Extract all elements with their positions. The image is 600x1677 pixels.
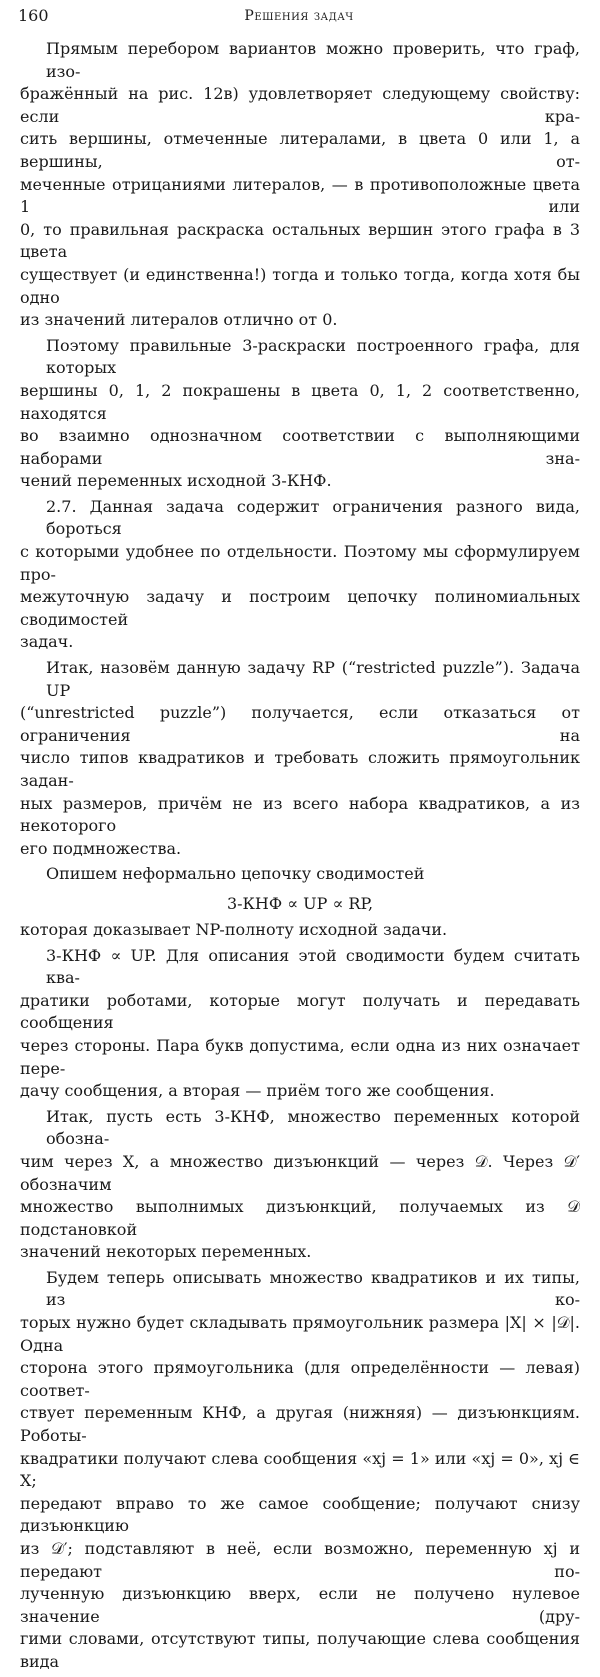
text-line: сить вершины, отмеченные литералами, в цвета 0 или 1, а вершины, от- xyxy=(20,129,580,171)
text-line: 3-КНФ ∝ UP. Для описания этой сводимости будем считать ква- xyxy=(46,945,580,988)
page-number: 160 xyxy=(18,6,49,25)
text-line: 0, то правильная раскраска остальных вершин этого графа в 3 цвета xyxy=(20,219,580,262)
paragraph xyxy=(0,335,600,493)
text-line: дачу сообщения, а вторая — приём того же сообщения. xyxy=(20,1081,495,1101)
text-line: из 𝒟′; подставляют в неё, если возможно, переменную xj и передают по- xyxy=(20,1539,580,1581)
paragraph xyxy=(0,863,600,886)
text-line: лученную дизъюнкцию вверх, если не получено нулевое значение (дру- xyxy=(20,1584,580,1626)
text-line: меченные отрицаниями литералов, — в противоположные цвета 1 или xyxy=(20,174,580,217)
text-line: гими словами, отсутствуют типы, получающие слева сообщения вида xyxy=(20,1629,580,1671)
text-line: Прямым перебором вариантов можно проверить, что граф, изо- xyxy=(46,39,580,81)
text-line: множество выполнимых дизъюнкций, получаемых из 𝒟 подстановкой xyxy=(20,1197,580,1239)
page-body xyxy=(0,38,600,1677)
running-title: Решения задач xyxy=(244,8,354,24)
text-line: Поэтому правильные 3-раскраски построенного графа, для которых xyxy=(46,335,580,378)
page-header xyxy=(18,6,580,28)
paragraph xyxy=(0,1267,600,1674)
text-line: чим через X, а множество дизъюнкций — через 𝒟. Через 𝒟′ обозначим xyxy=(20,1151,580,1194)
text-line: его подмножества. xyxy=(20,838,182,858)
text-line: межуточную задачу и построим цепочку полиномиальных сводимостей xyxy=(20,587,580,629)
text-line: через стороны. Пара букв допустима, если одна из них означает пере- xyxy=(20,1035,580,1078)
text-line: Опишем неформально цепочку сводимостей xyxy=(46,864,425,884)
text-line: ствует переменным КНФ, а другая (нижняя) — дизъюнкциям. Роботы- xyxy=(20,1403,580,1446)
paragraph-gap xyxy=(0,886,600,889)
paragraph xyxy=(0,945,600,1103)
text-line: которая доказывает NP-полноту исходной задачи. xyxy=(20,919,448,939)
text-line: значений некоторых переменных. xyxy=(20,1242,312,1262)
text-line: передают вправо то же самое сообщение; получают снизу дизъюнкцию xyxy=(20,1493,580,1536)
paragraph xyxy=(0,38,600,332)
text-line: Итак, назовём данную задачу RP (“restricted puzzle”). Задача UP xyxy=(46,658,580,700)
text-line: существует (и единственна!) тогда и только тогда, когда хотя бы одно xyxy=(20,264,580,307)
text-line: вершины 0, 1, 2 покрашены в цвета 0, 1, 2 соответственно, находятся xyxy=(20,380,580,423)
paragraph xyxy=(0,657,600,860)
text-line: сторона этого прямоугольника (для определённости — левая) соответ- xyxy=(20,1358,580,1400)
paragraph xyxy=(0,919,600,942)
text-line: из значений литералов отлично от 0. xyxy=(20,310,338,330)
text-line: Итак, пусть есть 3-КНФ, множество переменных которой обозна- xyxy=(46,1106,580,1149)
text-line: чений переменных исходной 3-КНФ. xyxy=(20,471,332,491)
display-formula: 3-КНФ ∝ UP ∝ RP, xyxy=(226,893,374,913)
text-line: число типов квадратиков и требовать сложить прямоугольник задан- xyxy=(20,748,580,790)
text-line: Будем теперь описывать множество квадратиков и их типы, из ко- xyxy=(46,1267,580,1310)
text-line: 2.7. Данная задача содержит ограничения разного вида, бороться xyxy=(46,496,580,539)
text-line: дратики роботами, которые могут получать и передавать сообщения xyxy=(20,990,580,1033)
text-line: квадратики получают слева сообщения «xj = 1» или «xj = 0», xj ∈ X; xyxy=(20,1448,580,1491)
paragraph xyxy=(0,496,600,654)
text-line: бражённый на рис. 12в) удовлетворяет следующему свойству: если кра- xyxy=(20,84,580,126)
text-line: во взаимно однозначном соответствии с выполняющими наборами зна- xyxy=(20,426,580,468)
text-line: задач. xyxy=(20,632,74,652)
text-line: с которыми удобнее по отдельности. Поэтому мы сформулируем про- xyxy=(20,542,580,584)
paragraph xyxy=(0,1106,600,1264)
text-line: (“unrestricted puzzle”) получается, если отказаться от ограничения на xyxy=(20,703,580,745)
paragraph-gap xyxy=(0,1674,600,1677)
text-line: торых нужно будет складывать прямоугольник размера |X| × |𝒟|. Одна xyxy=(20,1313,580,1355)
text-line: ных размеров, причём не из всего набора квадратиков, а из некоторого xyxy=(20,793,580,836)
